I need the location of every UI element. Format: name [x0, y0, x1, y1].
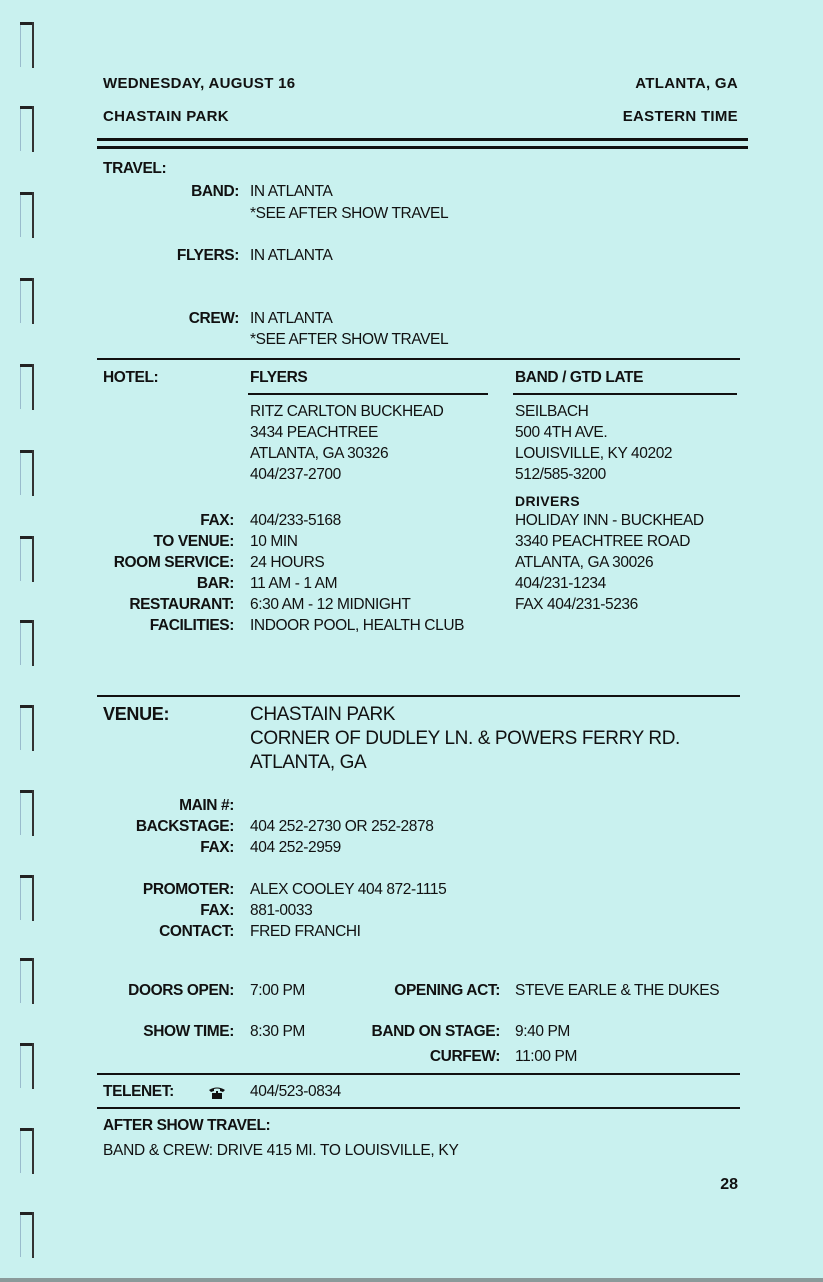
venue-curfew-value: 11:00 PM [515, 1048, 577, 1065]
binder-ring-mark [20, 958, 34, 1004]
hotel-flyers-address-line: ATLANTA, GA 30326 [250, 445, 389, 462]
venue-curfew-label: CURFEW: [429, 1048, 500, 1065]
section-divider [97, 1107, 740, 1109]
venue-contact-value: FRED FRANCHI [250, 923, 361, 940]
binder-ring-mark [20, 1128, 34, 1174]
binder-ring-mark [20, 22, 34, 68]
venue-doors-label: DOORS OPEN: [128, 982, 234, 999]
hotel-detail-label: FAX: [200, 512, 234, 529]
venue-main-label: MAIN #: [179, 797, 234, 814]
section-divider [97, 358, 740, 360]
hotel-band-address-line: LOUISVILLE, KY 40202 [515, 445, 673, 462]
hotel-detail-value: 6:30 AM - 12 MIDNIGHT [250, 596, 411, 613]
hotel-title: HOTEL: [103, 369, 159, 386]
venue-promoter-value: ALEX COOLEY 404 872-1115 [250, 881, 447, 898]
venue-contact-label: CONTACT: [159, 923, 234, 940]
venue-line: CHASTAIN PARK [250, 704, 396, 725]
venue-showtime-value: 8:30 PM [250, 1023, 305, 1040]
hotel-drivers-address-line: HOLIDAY INN - BUCKHEAD [515, 512, 704, 529]
binder-ring-mark [20, 1212, 34, 1258]
hotel-drivers-address-line: ATLANTA, GA 30026 [515, 554, 654, 571]
section-divider [97, 695, 740, 697]
hotel-detail-label: BAR: [196, 575, 234, 592]
hotel-drivers-address-line: 404/231-1234 [515, 575, 606, 592]
venue-fax-label: FAX: [200, 839, 234, 856]
hotel-detail-value: 24 HOURS [250, 554, 325, 571]
hotel-flyers-address-line: RITZ CARLTON BUCKHEAD [250, 403, 444, 420]
venue-onstage-label: BAND ON STAGE: [371, 1023, 500, 1040]
venue-showtime-label: SHOW TIME: [143, 1023, 234, 1040]
binder-ring-mark [20, 1043, 34, 1089]
venue-doors-value: 7:00 PM [250, 982, 305, 999]
travel-crew-line: *SEE AFTER SHOW TRAVEL [250, 331, 449, 348]
header-divider [97, 138, 748, 141]
binder-ring-mark [20, 278, 34, 324]
binder-ring-mark [20, 192, 34, 238]
header-date: WEDNESDAY, AUGUST 16 [103, 75, 296, 92]
page-number: 28 [720, 1176, 738, 1193]
hotel-band-address-line: 512/585-3200 [515, 466, 606, 483]
venue-fax-value: 404 252-2959 [250, 839, 341, 856]
venue-backstage-label: BACKSTAGE: [135, 818, 234, 835]
header-timezone: EASTERN TIME [622, 108, 738, 125]
venue-onstage-value: 9:40 PM [515, 1023, 570, 1040]
hotel-drivers-heading: DRIVERS [515, 493, 581, 509]
binder-ring-mark [20, 450, 34, 496]
hotel-detail-label: ROOM SERVICE: [113, 554, 234, 571]
venue-backstage-value: 404 252-2730 OR 252-2878 [250, 818, 434, 835]
section-divider [97, 1073, 740, 1075]
travel-band-line: *SEE AFTER SHOW TRAVEL [250, 205, 449, 222]
venue-opening-label: OPENING ACT: [394, 982, 500, 999]
binder-ring-mark [20, 536, 34, 582]
venue-opening-value: STEVE EARLE & THE DUKES [515, 982, 720, 999]
hotel-detail-label: TO VENUE: [153, 533, 234, 550]
venue-promoter-fax-label: FAX: [200, 902, 234, 919]
hotel-detail-value: 11 AM - 1 AM [250, 575, 338, 592]
venue-promoter-label: PROMOTER: [142, 881, 234, 898]
hotel-detail-value: INDOOR POOL, HEALTH CLUB [250, 617, 465, 634]
binder-ring-mark [20, 620, 34, 666]
hotel-flyers-heading: FLYERS [250, 369, 308, 386]
venue-promoter-fax-value: 881-0033 [250, 902, 313, 919]
travel-band-line: IN ATLANTA [250, 183, 333, 200]
header-venue: CHASTAIN PARK [103, 108, 229, 125]
binder-ring-mark [20, 790, 34, 836]
hotel-band-underline [513, 393, 737, 395]
travel-band-label: BAND: [191, 183, 239, 200]
travel-title: TRAVEL: [103, 160, 167, 177]
binder-ring-mark [20, 705, 34, 751]
header-city: ATLANTA, GA [635, 75, 738, 92]
hotel-detail-value: 10 MIN [250, 533, 298, 550]
travel-flyers-label: FLYERS: [176, 247, 239, 264]
telenet-label: TELENET: [103, 1083, 174, 1100]
hotel-drivers-address-line: FAX 404/231-5236 [515, 596, 638, 613]
venue-line: ATLANTA, GA [250, 752, 367, 773]
hotel-flyers-address-line: 3434 PEACHTREE [250, 424, 378, 441]
page-bottom-edge [0, 1278, 823, 1282]
hotel-band-address-line: 500 4TH AVE. [515, 424, 608, 441]
hotel-drivers-address-line: 3340 PEACHTREE ROAD [515, 533, 691, 550]
venue-line: CORNER OF DUDLEY LN. & POWERS FERRY RD. [250, 728, 680, 749]
binder-ring-mark [20, 106, 34, 152]
travel-crew-label: CREW: [188, 310, 239, 327]
binder-ring-mark [20, 364, 34, 410]
hotel-band-address-line: SEILBACH [515, 403, 589, 420]
venue-title: VENUE: [103, 704, 170, 724]
telenet-value: 404/523-0834 [250, 1083, 341, 1100]
hotel-flyers-address-line: 404/237-2700 [250, 466, 341, 483]
header-divider [97, 146, 748, 149]
hotel-band-heading: BAND / GTD LATE [515, 369, 644, 386]
hotel-detail-label: RESTAURANT: [129, 596, 234, 613]
travel-crew-line: IN ATLANTA [250, 310, 333, 327]
travel-flyers-line: IN ATLANTA [250, 247, 333, 264]
hotel-detail-value: 404/233-5168 [250, 512, 341, 529]
after-show-line: BAND & CREW: DRIVE 415 MI. TO LOUISVILLE, KY [103, 1142, 459, 1159]
after-show-title: AFTER SHOW TRAVEL: [103, 1117, 271, 1134]
binder-ring-mark [20, 875, 34, 921]
hotel-detail-label: FACILITIES: [149, 617, 234, 634]
telephone-icon [208, 1086, 226, 1100]
hotel-flyers-underline [248, 393, 488, 395]
